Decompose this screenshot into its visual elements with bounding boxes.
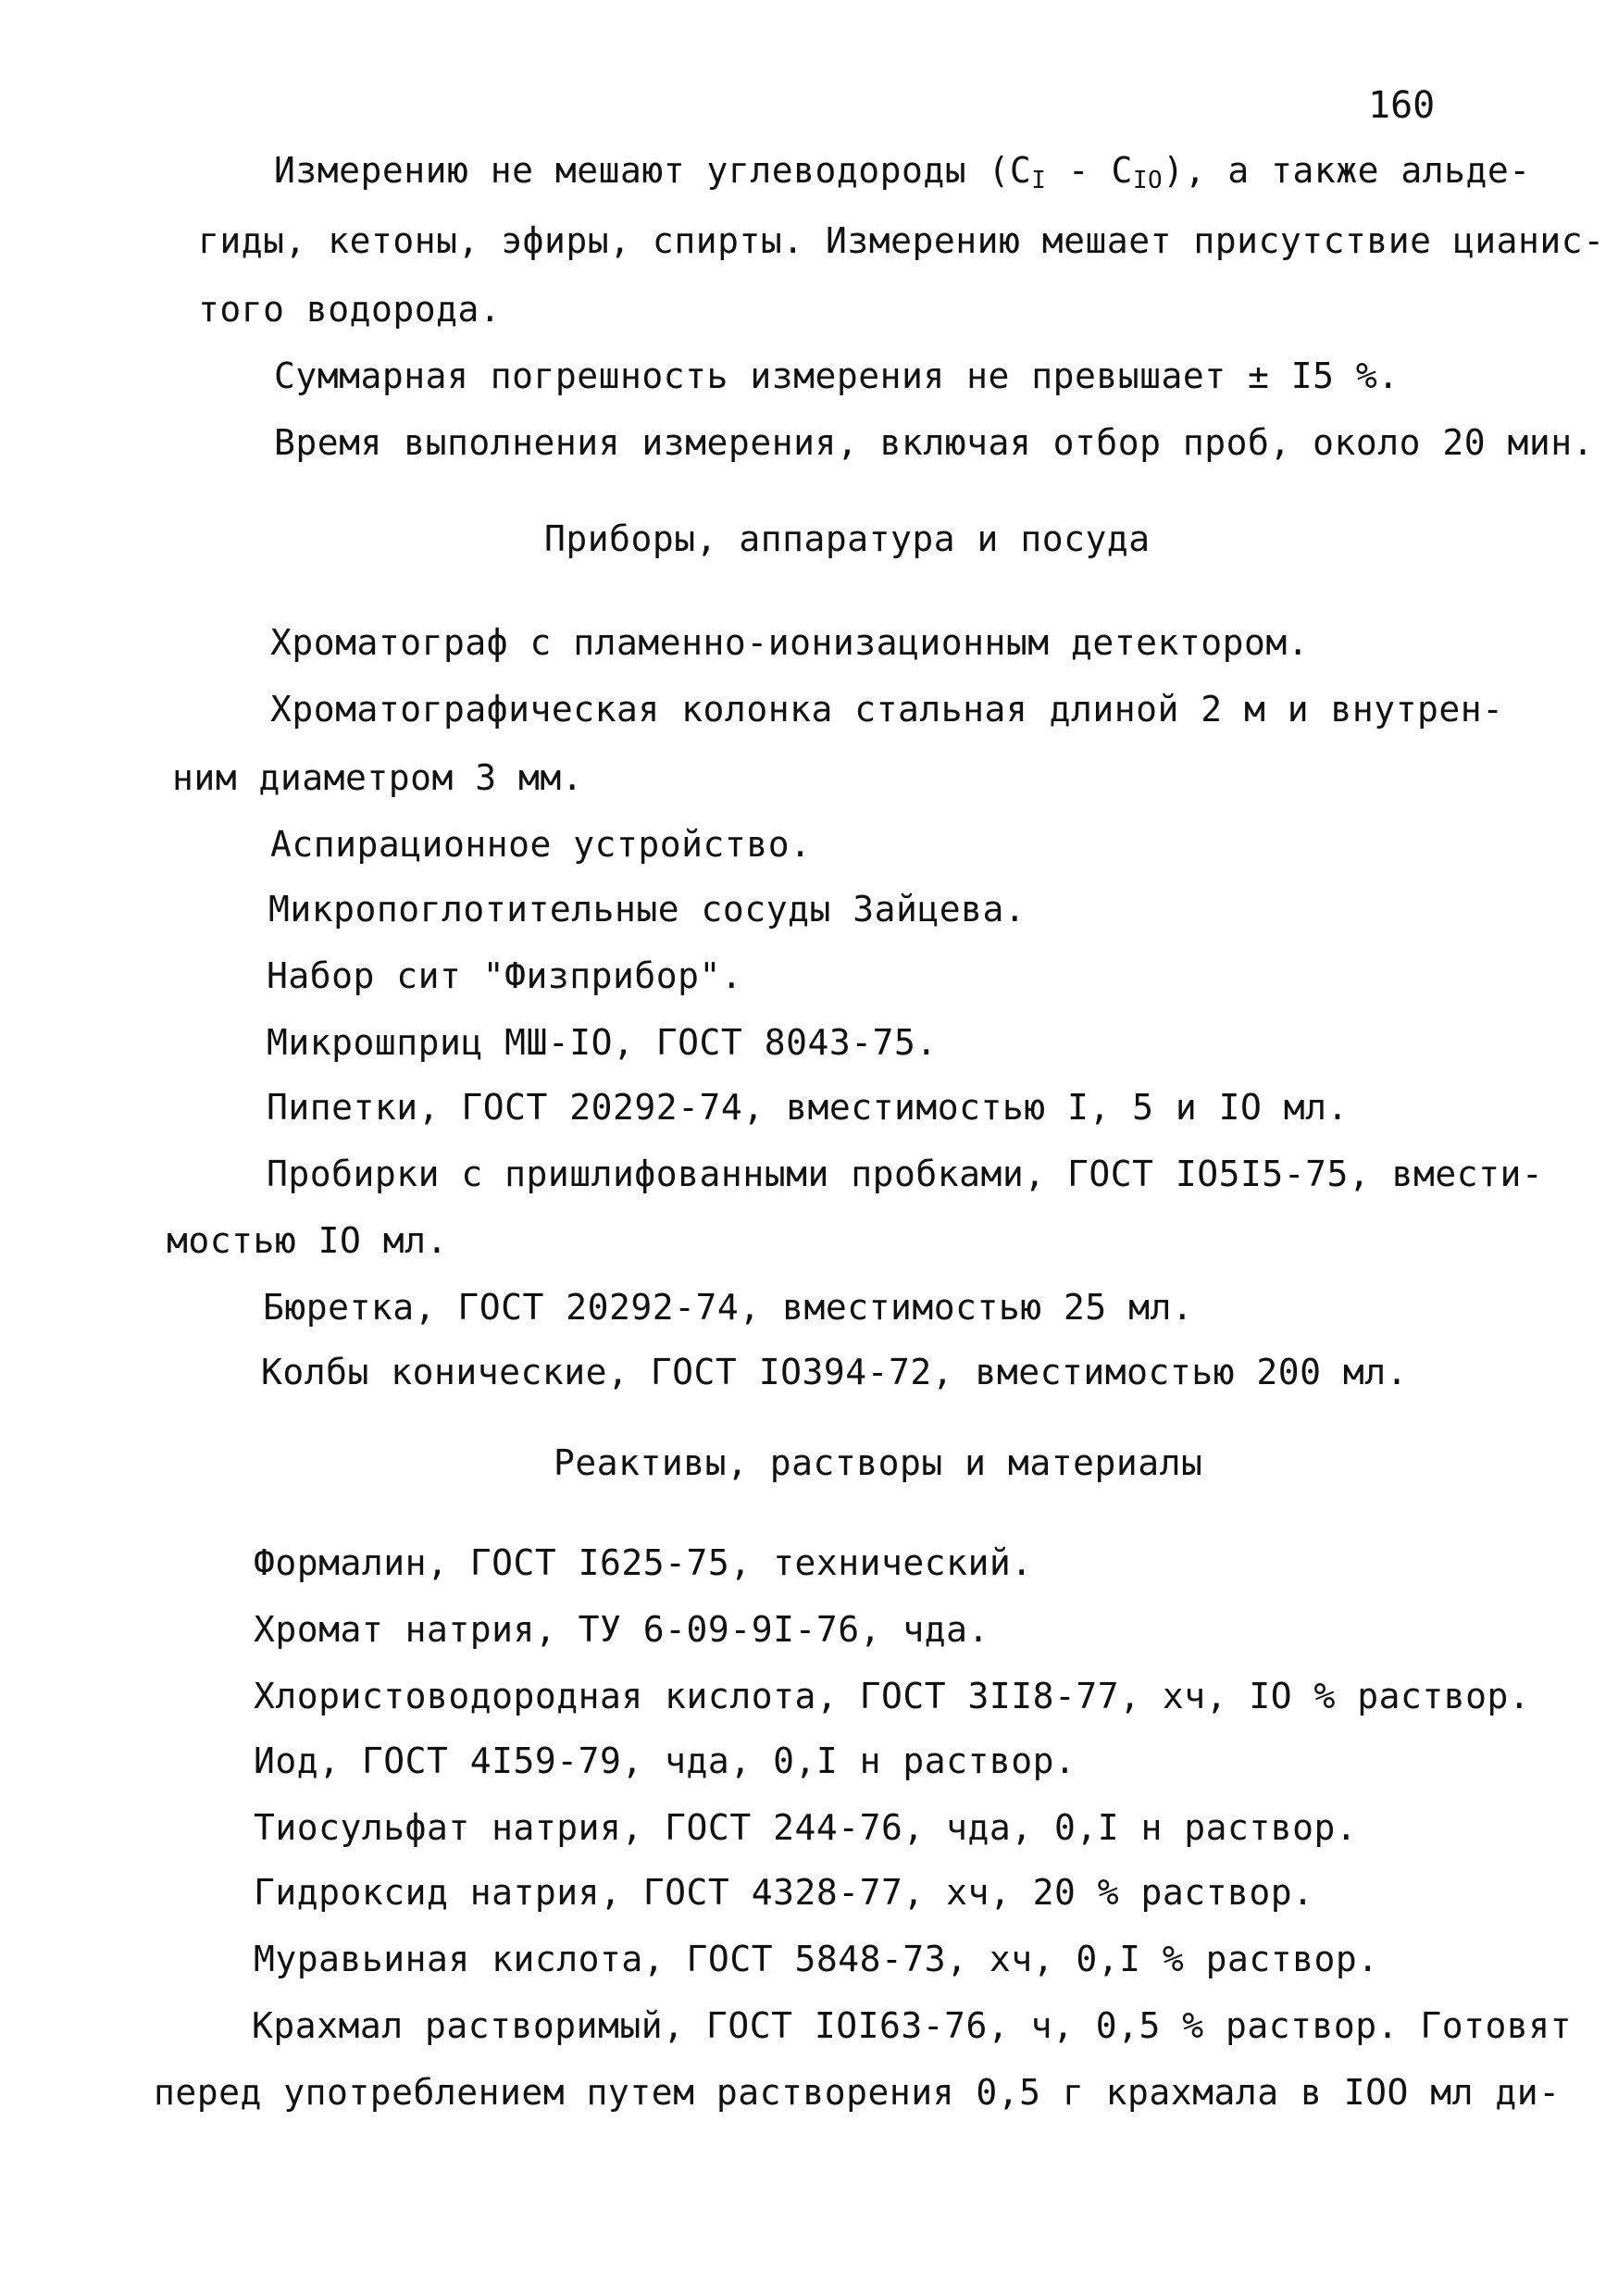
text-line: мостью IO мл. <box>167 1220 448 1261</box>
text-line: ним диаметром 3 мм. <box>172 757 584 798</box>
text-line: Время выполнения измерения, включая отбор проб, около 20 мин. <box>274 422 1595 463</box>
text-line: Набор сит "Физприбор". <box>267 955 743 996</box>
text-line: Муравьиная кислота, ГОСТ 5848-73, хч, 0,I % раствор. <box>254 1939 1379 1979</box>
text-line: Хлористоводородная кислота, ГОСТ 3II8-77, хч, IO % раствор. <box>254 1676 1531 1716</box>
text-line: перед употреблением путем растворения 0,5 г крахмала в IOO мл ди- <box>154 2072 1561 2113</box>
text-span: Измерению не мешают углеводороды (C <box>274 150 1032 191</box>
text-line: Микропоглотительные сосуды Зайцева. <box>268 889 1027 930</box>
text-line: Микрошприц МШ-IO, ГОСТ 8043-75. <box>267 1022 938 1063</box>
text-line: Пробирки с пришлифованными пробками, ГОСТ IO5I5-75, вмести- <box>267 1154 1544 1194</box>
page-number: 160 <box>1368 84 1436 127</box>
text-line: Бюретка, ГОСТ 20292-74, вместимостью 25 мл. <box>263 1287 1194 1328</box>
text-line: того водорода. <box>198 289 502 330</box>
text-line: Пипетки, ГОСТ 20292-74, вместимостью I, 5 и IO мл. <box>267 1087 1349 1128</box>
text-line: Крахмал растворимый, ГОСТ IOI63-76, ч, 0,5 % раствор. Готовят <box>252 2005 1573 2046</box>
subscript: IO <box>1132 167 1164 194</box>
section-heading: Реактивы, растворы и материалы <box>554 1442 1203 1483</box>
text-line <box>274 148 1531 193</box>
text-line: гиды, кетоны, эфиры, спирты. Измерению мешает присутствие цианис- <box>198 220 1605 261</box>
text-line: Хроматографическая колонка стальная длиной 2 м и внутрен- <box>270 689 1504 730</box>
text-line: Хроматограф с пламенно-ионизационным детектором. <box>270 622 1310 663</box>
text-line: Суммарная погрешность измерения не превышает ± I5 %. <box>274 356 1400 396</box>
text-line: Формалин, ГОСТ I625-75, технический. <box>254 1542 1033 1583</box>
text-line: Аспирационное устройство. <box>270 824 812 865</box>
text-line: Тиосульфат натрия, ГОСТ 244-76, чда, 0,I н раствор. <box>254 1807 1358 1848</box>
text-line: Иод, ГОСТ 4I59-79, чда, 0,I н раствор. <box>254 1741 1077 1781</box>
text-span: - C <box>1046 150 1133 191</box>
text-line: Колбы конические, ГОСТ IO394-72, вместимостью 200 мл. <box>261 1352 1409 1392</box>
text-line: Гидроксид натрия, ГОСТ 4328-77, хч, 20 % раствор. <box>254 1872 1314 1913</box>
text-span: ), а также альде- <box>1163 150 1531 191</box>
section-heading: Приборы, аппаратура и посуда <box>544 518 1151 559</box>
text-line: Хромат натрия, ТУ 6-09-9I-76, чда. <box>254 1609 989 1650</box>
subscript: I <box>1031 167 1047 194</box>
